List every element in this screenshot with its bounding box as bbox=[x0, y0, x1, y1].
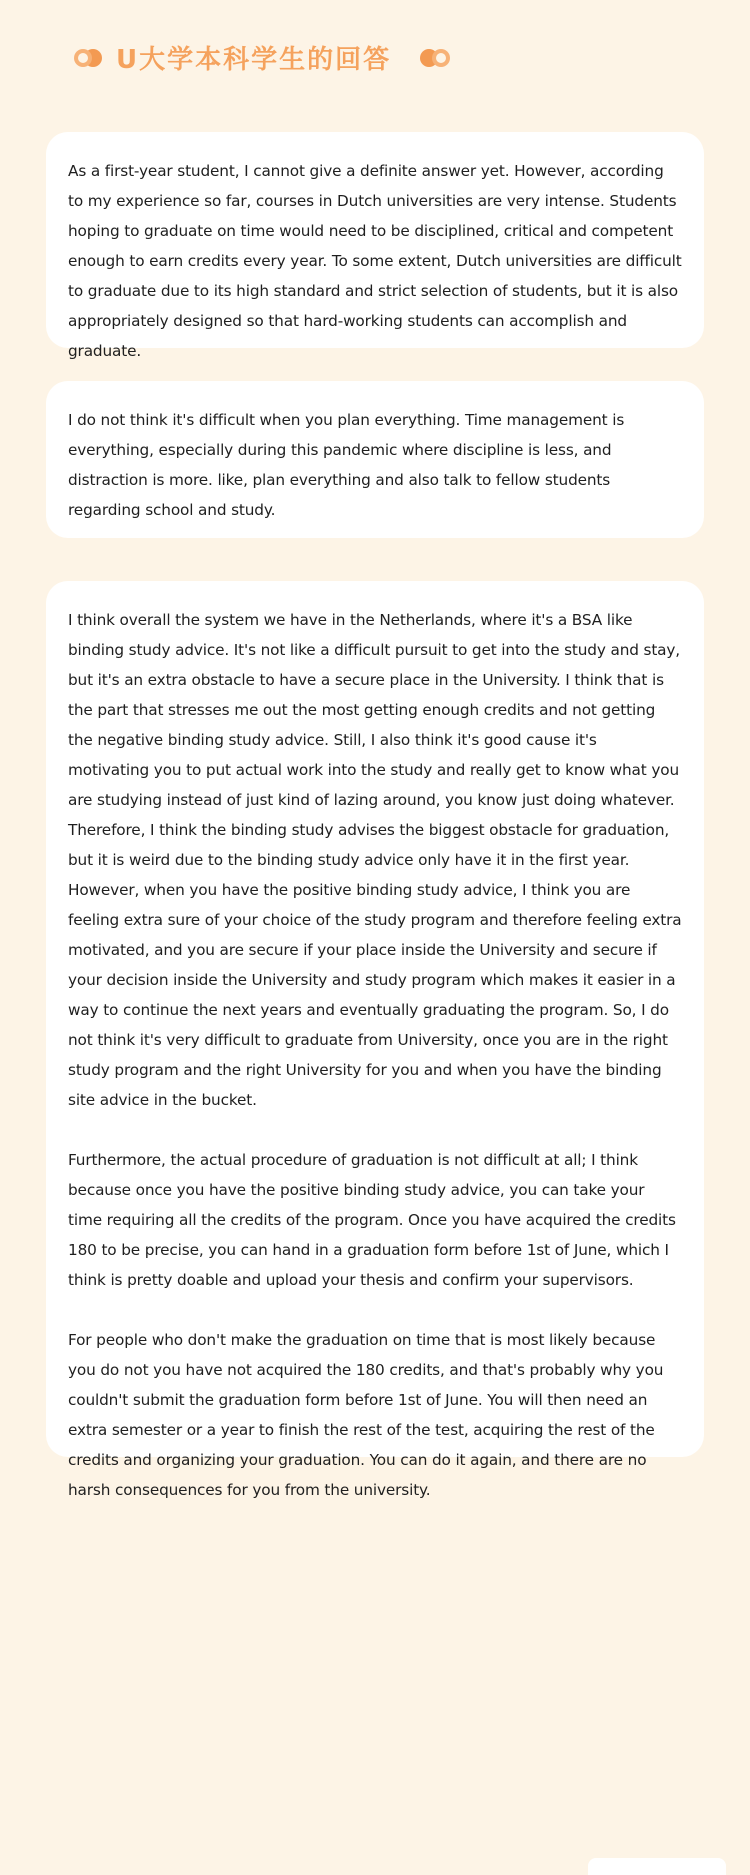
answer-card-2 bbox=[46, 381, 704, 538]
answer-card-3 bbox=[46, 581, 704, 1499]
answer-paragraph: I think overall the system we have in the Netherlands, where it's a BSA like binding study advice. It's not like a difficult pursuit to get into the study and stay, but it's an extra obstacle to have a secure place in the University. I think that is the part that stresses me out the most getting enough credits and not getting the negative binding study advice. Still, I also think it's good cause it's motivating you to put actual work into the study and really get to know what you are studying instead of just kind of lazing around, you know just doing whatever. Therefore, I think the binding study advises the biggest obstacle for graduation, but it is weird due to the binding study advice only have it in the first year. However, when you have the positive binding study advice, I think you are feeling extra sure of your choice of the study program and therefore feeling extra motivated, and you are secure if your place inside the University and secure if your decision inside the University and study program which makes it easier in a way to continue the next years and eventually graduating the program. So, I do not think it's very difficult to graduate from University, once you are in the right study program and the right University for you and when you have the binding site advice in the bucket. bbox=[68, 611, 682, 1109]
page-title: U大学本科学生的回答 bbox=[116, 45, 392, 75]
answer-paragraph: I do not think it's difficult when you plan everything. Time management is everything, especially during this pandemic where discipline is less, and distraction is more. like, plan everything and also talk to fellow students regarding school and study. bbox=[68, 411, 625, 519]
double-circle-icon bbox=[74, 48, 108, 68]
answer-paragraph: For people who don't make the graduation on time that is most likely because you do not you have not acquired the 180 credits, and that's probably why you couldn't submit the graduation form before 1st of June. You will then need an extra semester or a year to finish the rest of the test, acquiring the rest of the credits and organizing your graduation. You can do it again, and there are no harsh consequences for you from the university. bbox=[68, 1331, 664, 1499]
answer-card-1 bbox=[46, 132, 704, 360]
answer-paragraph: As a first-year student, I cannot give a definite answer yet. However, according to my experience so far, courses in Dutch universities are very intense. Students hoping to graduate on time would need to be disciplined, critical and competent enough to earn credits every year. To some extent, Dutch universities are difficult to graduate due to its high standard and strict selection of students, but it is also appropriately designed so that hard-working students can accomplish and graduate. bbox=[68, 162, 682, 360]
answer-paragraph: Furthermore, the actual procedure of graduation is not difficult at all; I think because once you have the positive binding study advice, you can take your time requiring all the credits of the program. Once you have acquired the credits 180 to be precise, you can hand in a graduation form before 1st of June, which I think is pretty doable and upload your thesis and confirm your supervisors. bbox=[68, 1151, 676, 1289]
watermark-strip bbox=[588, 1858, 726, 1875]
double-circle-icon bbox=[420, 48, 454, 68]
page-header bbox=[0, 38, 750, 82]
